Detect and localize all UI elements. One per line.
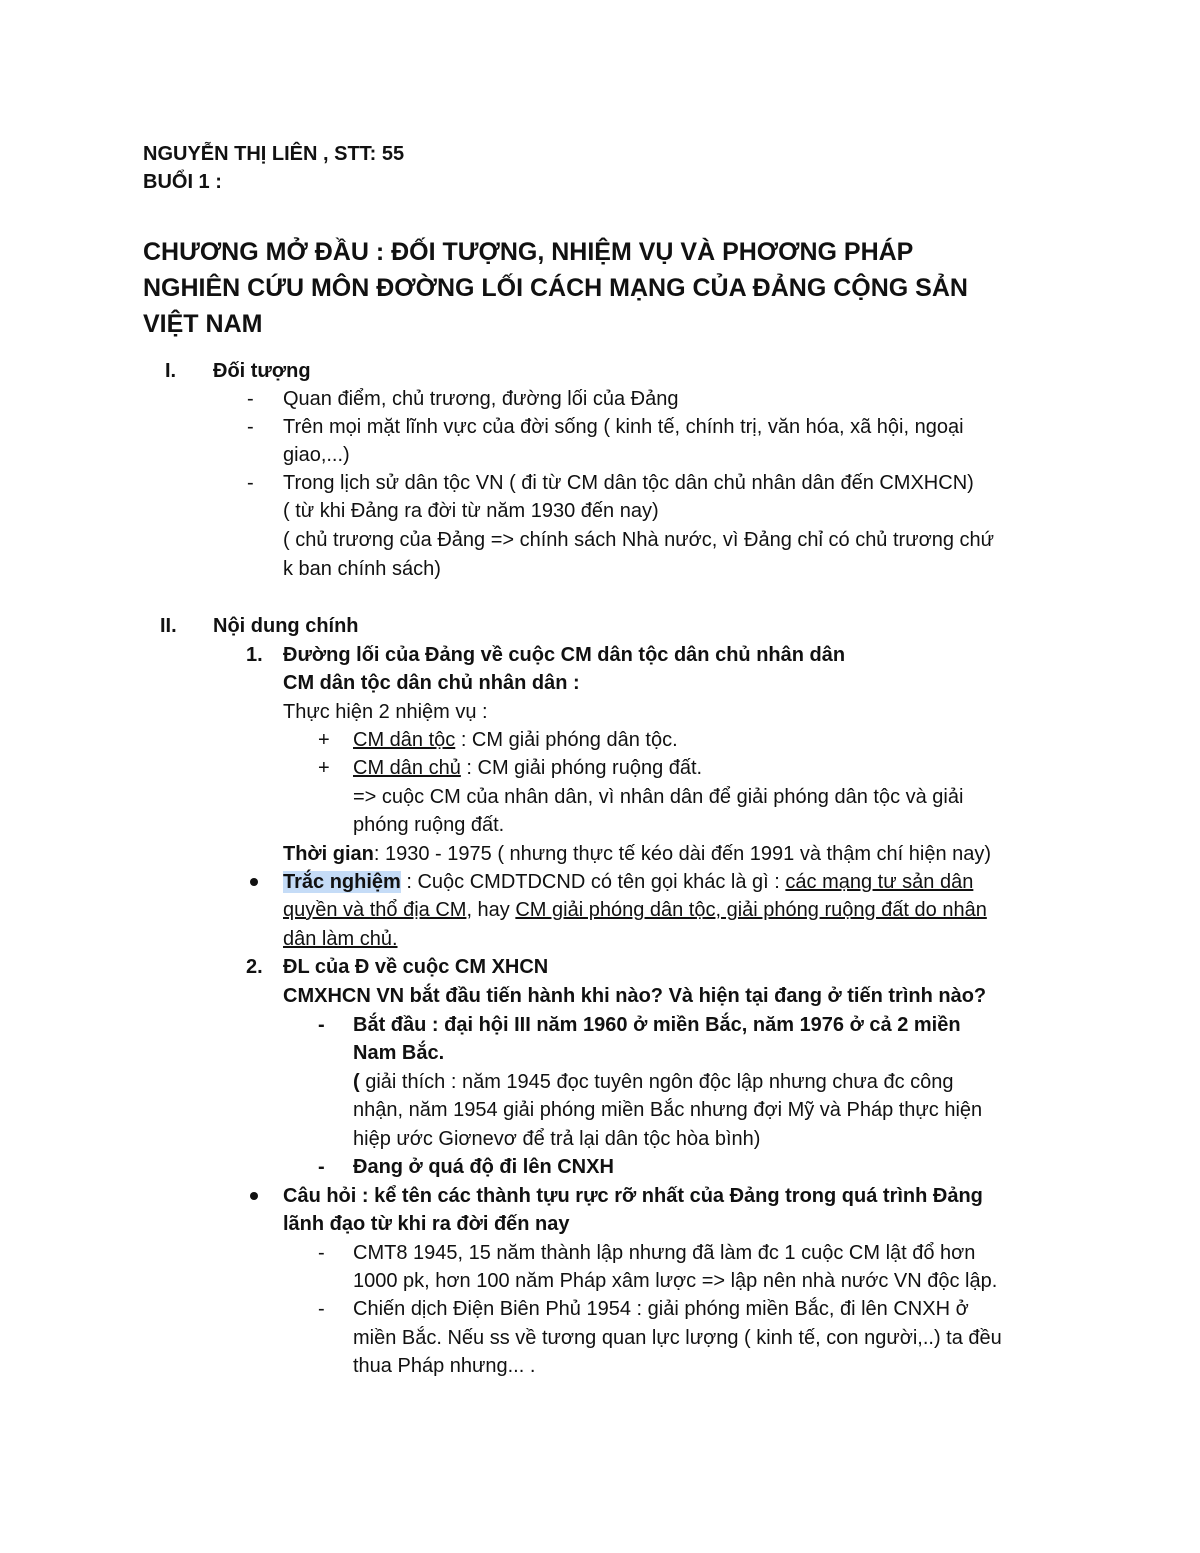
achievement-line: Chiến dịch Điện Biên Phủ 1954 : giải phóng miền Bắc, đi lên CNXH ở [353,1298,969,1320]
part-question: CMXHCN VN bắt đầu tiến hành khi nào? Và hiện tại đang ở tiến trình nào? [283,985,987,1007]
dash-bullet: - [318,1298,325,1320]
bullet-dot [250,1192,258,1200]
task-desc: : CM giải phóng ruộng đất. [460,757,703,779]
section-heading: Đối tượng [213,360,311,382]
current-stage: Đang ở quá độ đi lên CNXH [353,1156,614,1178]
part-intro: Thực hiện 2 nhiệm vụ : [283,701,488,723]
dash-bullet: - [318,1156,325,1178]
list-item: Trong lịch sử dân tộc VN ( đi từ CM dân tộc dân chủ nhân dân đến CMXHCN) [283,472,974,494]
achievement-line: CMT8 1945, 15 năm thành lập nhưng đã làm đc 1 cuộc CM lật đổ hơn [353,1242,976,1264]
dash-bullet: - [247,416,254,438]
explain-line: hiệp ước Giơnevơ để trả lại dân tộc hòa bình) [353,1128,761,1150]
time-line [283,840,991,868]
section-marker: I. [165,360,177,382]
task-term: CM dân tộc [353,729,456,751]
task-desc: : CM giải phóng dân tộc. [455,729,678,751]
chapter-title-line: VIỆT NAM [143,310,263,338]
explain-line: nhận, năm 1954 giải phóng miền Bắc nhưng đợi Mỹ và Pháp thực hiện [353,1099,983,1121]
dash-bullet: - [318,1242,325,1264]
achievement-line: 1000 pk, hơn 100 năm Pháp xâm lược => lập nên nhà nước VN độc lập. [353,1270,998,1292]
quiz-line [283,896,987,924]
session-label: BUỔI 1 : [143,171,222,193]
list-item-cont: k ban chính sách) [283,558,441,580]
quiz-line [283,868,973,896]
quiz-answer: dân làm chủ. [283,928,398,950]
achievement-line: thua Pháp nhưng... . [353,1355,536,1377]
chapter-title-line: NGHIÊN CỨU MÔN ĐƠỜNG LỐI CÁCH MẠNG CỦA ĐẢNG CỘNG SẢN [143,274,968,302]
part-heading: Đường lối của Đảng về cuộc CM dân tộc dân chủ nhân dân [283,644,846,666]
bullet-dot [250,878,258,886]
quiz-label: Trắc nghiệm [283,871,401,893]
list-item-cont: ( chủ trương của Đảng => chính sách Nhà nước, vì Đảng chỉ có chủ trương chứ [283,529,995,551]
explain-line [353,1068,954,1096]
dash-bullet: - [247,388,254,410]
task-item [353,726,678,754]
dash-bullet: - [247,472,254,494]
numbered-marker: 1. [246,644,263,666]
list-item-cont: ( từ khi Đảng ra đời từ năm 1930 đến nay) [283,500,659,522]
question-heading: Câu hỏi : kể tên các thành tựu rực rỡ nhất của Đảng trong quá trình Đảng [283,1185,983,1207]
quiz-answer: CM giải phóng dân tộc, giải phóng ruộng đất do nhân [515,899,987,921]
start-line: Nam Bắc. [353,1042,445,1064]
chapter-title-line: CHƯƠNG MỞ ĐẦU : ĐỐI TƯỢNG, NHIỆM VỤ VÀ PHƠƠNG PHÁP [143,238,914,266]
section-heading: Nội dung chính [213,615,359,637]
explain-paren: ( [353,1071,360,1093]
student-name: NGUYỄN THỊ LIÊN , STT: 55 [143,143,405,165]
quiz-line [283,925,398,953]
part-heading: ĐL của Đ về cuộc CM XHCN [283,956,549,978]
question-heading: lãnh đạo từ khi ra đời đến nay [283,1213,570,1235]
conclusion-line: => cuộc CM của nhân dân, vì nhân dân để giải phóng dân tộc và giải [353,786,964,808]
dash-bullet: - [318,1014,325,1036]
quiz-question: : Cuộc CMDTDCND có tên gọi khác là gì : [400,871,786,893]
list-item: Quan điểm, chủ trương, đường lối của Đảng [283,388,679,410]
quiz-answer: các mạng tư sản dân [785,871,974,893]
task-term: CM dân chủ [353,757,461,779]
quiz-answer: quyền và thổ địa CM [283,899,467,921]
time-label: Thời gian [283,843,374,865]
quiz-separator: , hay [466,899,516,921]
time-text: : 1930 - 1975 ( nhưng thực tế kéo dài đến 1991 và thậm chí hiện nay) [373,843,992,865]
section-marker: II. [160,615,177,637]
explain-text: giải thích : năm 1945 đọc tuyên ngôn độc lập nhưng chưa đc công [359,1071,954,1093]
list-item: Trên mọi mặt lĩnh vực của đời sống ( kinh tế, chính trị, văn hóa, xã hội, ngoại [283,416,964,438]
plus-bullet: + [318,757,330,779]
conclusion-line: phóng ruộng đất. [353,814,505,836]
numbered-marker: 2. [246,956,263,978]
achievement-line: miền Bắc. Nếu ss về tương quan lực lượng ( kinh tế, con người,..) ta đều [353,1327,1002,1349]
part-subheading: CM dân tộc dân chủ nhân dân : [283,672,580,694]
task-item [353,754,702,782]
plus-bullet: + [318,729,330,751]
list-item-cont: giao,...) [283,444,350,466]
start-line: Bắt đầu : đại hội III năm 1960 ở miền Bắc, năm 1976 ở cả 2 miền [353,1014,961,1036]
